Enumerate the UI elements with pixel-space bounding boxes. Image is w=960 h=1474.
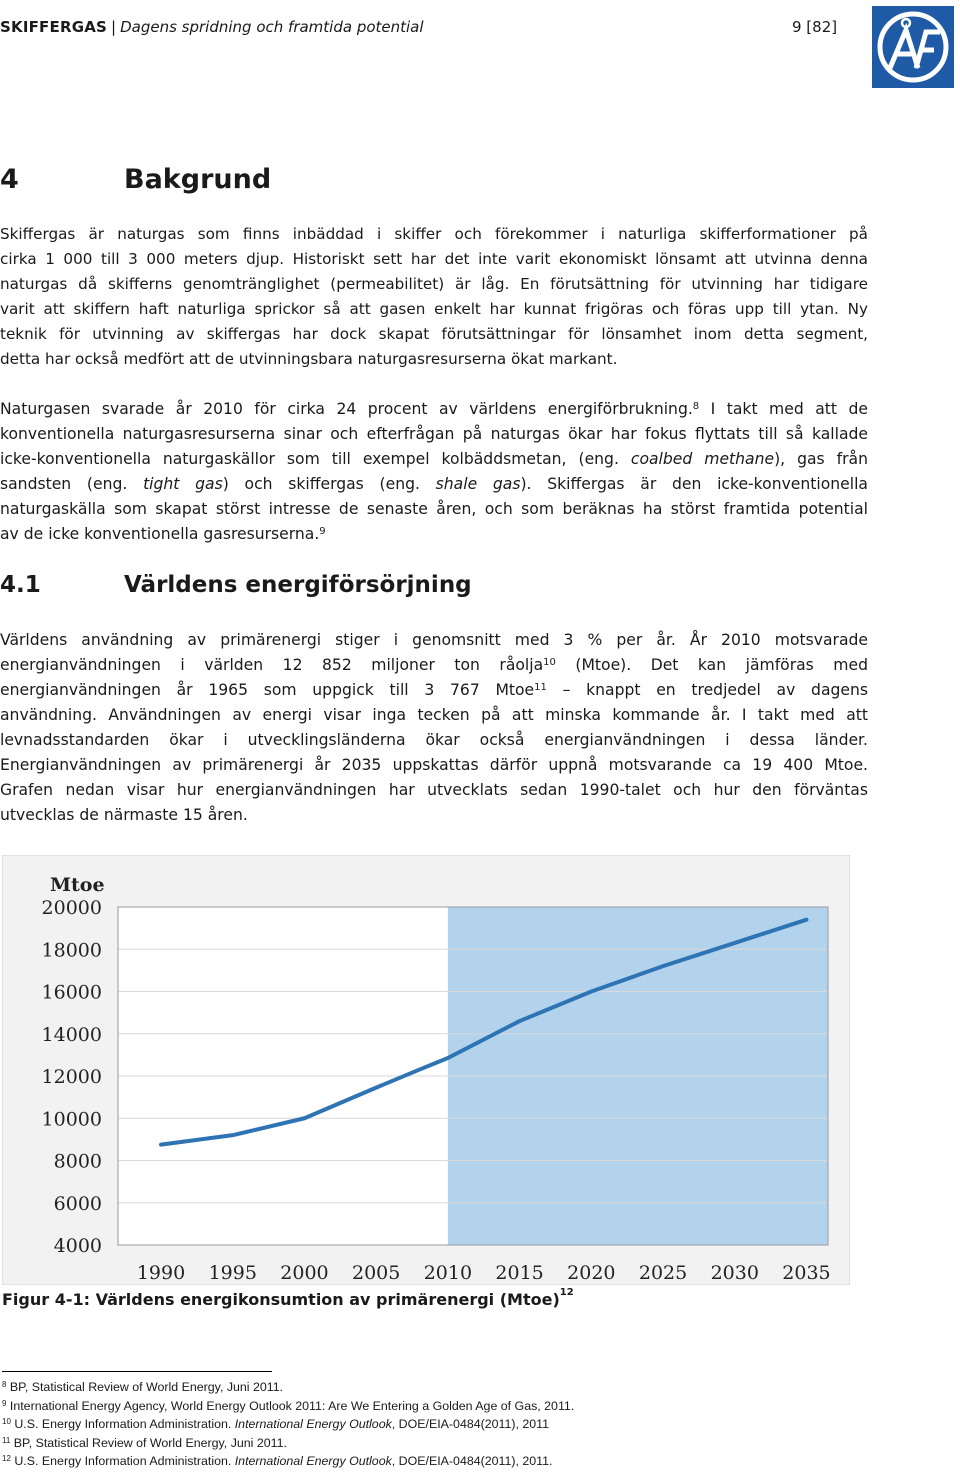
x-tick-label: 2010: [423, 1262, 473, 1284]
x-tick-label: 2035: [782, 1262, 831, 1284]
paragraph-line: Skiffergas är naturgas som finns inbäddad i skiffer och förekommer i naturliga skifferformationer på: [0, 225, 868, 243]
footnote-divider: [2, 1371, 272, 1372]
y-tick-label: 18000: [41, 939, 102, 962]
paragraph-line: av de icke konventionella gasresurserna.$^9$: [0, 525, 326, 543]
x-tick-label: 2000: [280, 1262, 329, 1284]
energy-consumption-chart: [2, 855, 850, 1285]
paragraph-line: sandsten (eng. tight gas) och skiffergas (eng. shale gas). Skiffergas är den icke-konventionella: [0, 475, 868, 493]
subsection-title: Världens energiförsörjning: [124, 572, 472, 598]
page-header: [0, 18, 850, 40]
x-tick-label: 2005: [352, 1262, 401, 1284]
paragraph-line: konventionella naturgasresurserna sinar och efterfrågan på naturgas ökar har fokus flyttats till så kallade: [0, 425, 868, 443]
paragraph-line: energianvändningen år 1965 som uppgick till 3 767 Mtoe$^{11}$ – knappt en tredjedel av dagens: [0, 681, 868, 699]
footnote: $^{10}$ U.S. Energy Information Administration. International Energy Outlook, DOE/EIA-0484(2011), 2011: [2, 1417, 550, 1431]
paragraph-line: naturgas då skifferns genomtränglighet (permeabilitet) är låg. En förutsättning för utvinning har tidigare: [0, 275, 868, 293]
af-logo: [872, 6, 954, 88]
footnote-ref: 12: [559, 1287, 574, 1298]
paragraph-natural-gas: [0, 397, 868, 547]
x-tick-label: 2030: [710, 1262, 759, 1284]
footnote: $^8$ BP, Statistical Review of World Energy, Juni 2011.: [2, 1380, 284, 1394]
x-tick-label: 1995: [208, 1262, 257, 1284]
footnotes: [2, 1378, 902, 1471]
paragraph-line: Världens användning av primärenergi stiger i genomsnitt med 3 % per år. År 2010 motsvarade: [0, 631, 868, 649]
subsection-number: 4.1: [0, 572, 41, 598]
page-number: 9 [82]: [792, 18, 838, 36]
section-number: 4: [0, 164, 19, 195]
paragraph-line: detta har också medfört att de utvinningsbara naturgasresurserna ökat markant.: [0, 350, 618, 368]
footnote: $^9$ International Energy Agency, World Energy Outlook 2011: Are We Entering a Golden Age of Gas, 2011.: [2, 1398, 575, 1413]
section-title: Bakgrund: [124, 164, 272, 195]
paragraph-line: Energianvändningen av primärenergi år 2035 uppskattas därför uppnå motsvarande ca 19 400 Mtoe.: [0, 756, 868, 774]
paragraph-line: icke-konventionella naturgaskällor som till exempel kolbäddsmetan, (eng. coalbed methane), gas från: [0, 450, 868, 468]
paragraph-line: varit att skiffern haft naturliga sprickor så att gasen enkelt har kunnat frigöras och föras upp till ytan. Ny: [0, 300, 868, 318]
section-heading: [0, 164, 271, 195]
y-tick-label: 12000: [41, 1066, 102, 1088]
footnote-ref: 9: [319, 526, 326, 537]
paragraph-line: levnadsstandarden ökar i utvecklingsländerna ökar också energianvändningen i dessa länder.: [0, 731, 868, 749]
footnote-ref: 8: [692, 401, 700, 412]
document-subtitle: Dagens spridning och framtida potential: [120, 18, 424, 36]
y-tick-label: 4000: [53, 1235, 102, 1257]
footnote-ref: 10: [543, 657, 556, 668]
y-tick-label: 14000: [41, 1023, 102, 1046]
x-tick-label: 2020: [567, 1262, 616, 1284]
y-tick-label: 6000: [53, 1192, 102, 1215]
paragraph-line: användning. Användningen av energi visar inga tecken på att minska kommande år. I takt med att: [0, 706, 868, 724]
x-tick-label: 2015: [495, 1262, 544, 1284]
paragraph-line: utvecklas de närmaste 15 åren.: [0, 806, 248, 824]
paragraph-line: Grafen nedan visar hur energianvändningen har utvecklats sedan 1990-talet och hur den förväntas: [0, 781, 868, 799]
document-title: SKIFFERGAS: [0, 18, 108, 36]
subsection-heading: [0, 572, 472, 598]
footnote: $^{11}$ BP, Statistical Review of World Energy, Juni 2011.: [2, 1435, 287, 1450]
footnote-ref: 11: [534, 682, 547, 693]
paragraph-line: cirka 1 000 till 3 000 meters djup. Historiskt sett har det inte varit ekonomiskt lönsamt att utvinna denna: [0, 250, 868, 268]
paragraph-intro: [0, 222, 868, 372]
footnote: $^{12}$ U.S. Energy Information Administration. International Energy Outlook, DOE/EIA-0484(2011), 2011.: [2, 1454, 553, 1468]
header-separator: |: [111, 18, 117, 36]
figure-caption: Figur 4-1: Världens energikonsumtion av primärenergi (Mtoe)$^{12}$: [2, 1287, 574, 1309]
x-tick-label: 2025: [638, 1262, 688, 1284]
paragraph-line: energianvändningen i världen 12 852 miljoner ton råolja$^{10}$ (Mtoe). Det kan jämföras med: [0, 656, 868, 674]
x-tick-label: 1990: [136, 1262, 186, 1284]
y-tick-label: 8000: [53, 1150, 102, 1173]
y-tick-label: 16000: [41, 981, 102, 1004]
paragraph-energy: [0, 628, 868, 828]
y-tick-label: 20000: [41, 897, 102, 919]
paragraph-line: teknik för utvinning av skiffergas har dock skapat förutsättningar för lönsamhet inom detta segment,: [0, 325, 868, 343]
y-tick-label: 10000: [41, 1108, 102, 1131]
y-axis-unit-label: Mtoe: [50, 874, 105, 896]
paragraph-line: naturgaskälla som skapat störst intresse de senaste åren, och som beräknas ha störst framtida potential: [0, 500, 868, 518]
paragraph-line: Naturgasen svarade år 2010 för cirka 24 procent av världens energiförbrukning.$^8$ I takt med att de: [0, 400, 868, 418]
